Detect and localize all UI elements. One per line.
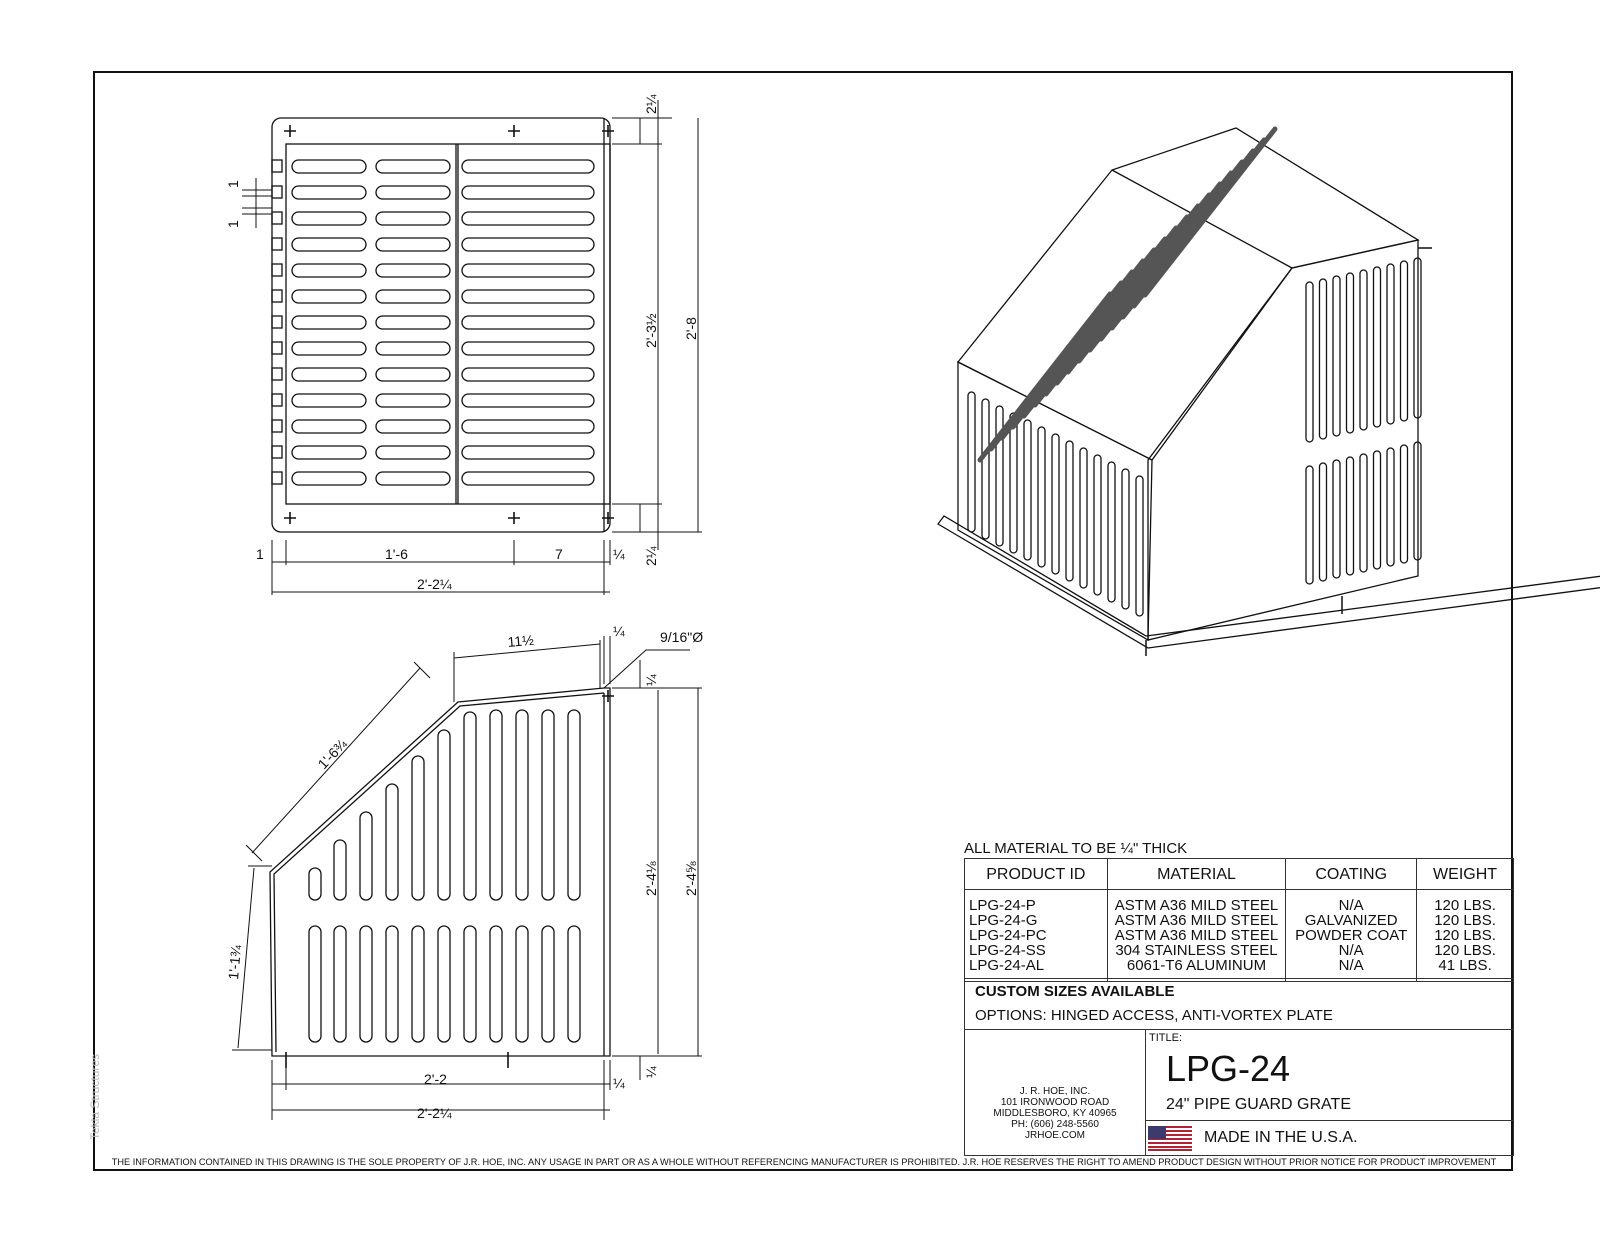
iso-front-slot xyxy=(1052,434,1059,574)
dim-1-6-3-4: 1'-6¾ xyxy=(314,735,350,773)
title-label: TITLE: xyxy=(1149,1032,1183,1044)
material-2: ASTM A36 MILD STEEL xyxy=(1114,912,1279,929)
iso-slot-pattern xyxy=(968,129,1421,616)
dim-2-2: 2'-2 xyxy=(424,1071,447,1087)
dim-2-3-1-2: 2'-3½ xyxy=(643,313,659,348)
side-slot-lower xyxy=(568,926,580,1042)
iso-right-slot xyxy=(1333,460,1340,578)
side-view xyxy=(270,688,614,1068)
iso-right-slot xyxy=(1333,276,1340,436)
side-slot-upper xyxy=(309,868,321,900)
coating-1: N/A xyxy=(1338,897,1364,914)
top-slot xyxy=(376,238,450,251)
iso-top-slot xyxy=(1145,129,1275,295)
dim-1-4-top: ¼ xyxy=(613,623,625,639)
side-slot-lower xyxy=(412,926,424,1042)
material-3: ASTM A36 MILD STEEL xyxy=(1114,927,1279,944)
top-slot xyxy=(462,238,594,251)
top-slot xyxy=(376,316,450,329)
weight-3: 120 LBS. xyxy=(1434,927,1496,944)
top-slot xyxy=(376,446,450,459)
top-slot xyxy=(292,316,366,329)
top-slot xyxy=(292,264,366,277)
side-slot-upper xyxy=(438,730,450,900)
footer-disclaimer: THE INFORMATION CONTAINED IN THIS DRAWING IS THE SOLE PROPERTY OF J.R. HOE, INC. ANY USAGE IN PART OR AS A WHOLE WITHOUT REFERENCING MANUFACTURER IS PROHIBITED. J.R. HOE RESERVES THE RIGHT TO AMEND PRODUCT DESIGN WITHOUT PRIOR NOTICE FOR PRODUCT IMPROVEMENT xyxy=(111,1157,1497,1167)
top-slot xyxy=(462,212,594,225)
dim-2-8: 2'-8 xyxy=(683,317,699,340)
material-5: 6061-T6 ALUMINUM xyxy=(1126,957,1267,974)
custom-sizes: CUSTOM SIZES AVAILABLE xyxy=(975,983,1175,1000)
side-slot-lower xyxy=(542,926,554,1042)
options-box xyxy=(964,978,1514,1030)
top-slot-grid xyxy=(292,160,594,485)
iso-right-slot xyxy=(1347,457,1354,575)
dim-1-b: 1 xyxy=(225,220,241,228)
side-slot-upper xyxy=(412,756,424,900)
hinge-tabs xyxy=(272,160,282,484)
top-slot xyxy=(462,446,594,459)
top-slot xyxy=(376,342,450,355)
top-slot xyxy=(462,264,594,277)
dim-1-4-right: ¼ xyxy=(643,674,659,686)
spec-table xyxy=(964,858,1514,982)
coating-5: N/A xyxy=(1338,957,1364,974)
side-slot-upper xyxy=(568,710,580,900)
dim-2-1-4-bot: 2¼ xyxy=(643,546,659,566)
weight-2: 120 LBS. xyxy=(1434,912,1496,929)
top-slot xyxy=(462,316,594,329)
product-id-5: LPG-24-AL xyxy=(969,957,1045,974)
hinge-tab xyxy=(272,264,282,276)
dim-1-left: 1 xyxy=(256,546,264,562)
top-slot xyxy=(292,342,366,355)
isometric-view xyxy=(938,128,1600,656)
header-product-id: PRODUCT ID xyxy=(965,859,1108,890)
company-address2: MIDDLESBORO, KY 40965 xyxy=(993,1108,1117,1119)
iso-front-slot xyxy=(968,392,975,532)
top-slot xyxy=(462,420,594,433)
top-slot xyxy=(376,186,450,199)
side-slot-upper xyxy=(542,710,554,900)
side-slot-upper xyxy=(464,712,476,900)
side-slot-upper xyxy=(516,710,528,900)
side-slot-lower xyxy=(490,926,502,1042)
iso-front-slot xyxy=(1024,420,1031,560)
top-slot xyxy=(462,290,594,303)
side-slot-grid xyxy=(309,710,580,1042)
made-in-box xyxy=(1145,1120,1514,1156)
company-address1: 101 IRONWOOD ROAD xyxy=(1000,1097,1110,1108)
product-id-4: LPG-24-SS xyxy=(969,942,1046,959)
iso-right-slot xyxy=(1387,448,1394,566)
iso-front-slot xyxy=(1094,455,1101,595)
iso-front-slot xyxy=(1010,413,1017,553)
hinge-tab xyxy=(272,394,282,406)
header-weight: WEIGHT xyxy=(1417,859,1514,890)
dim-2-4-1-8: 2'-4⅛ xyxy=(643,861,659,896)
iso-right-slot xyxy=(1306,282,1313,442)
top-slot xyxy=(292,160,366,173)
iso-front-slot xyxy=(1136,476,1143,616)
iso-right-slot xyxy=(1320,463,1327,581)
top-slot xyxy=(376,368,450,381)
side-slot-lower xyxy=(464,926,476,1042)
dim-7: 7 xyxy=(555,546,563,562)
iso-right-slot xyxy=(1347,273,1354,433)
header-material: MATERIAL xyxy=(1107,859,1286,890)
drawing-subtitle: 24" PIPE GUARD GRATE xyxy=(1166,1096,1351,1113)
made-in-text: MADE IN THE U.S.A. xyxy=(1204,1129,1358,1146)
hinge-tab xyxy=(272,290,282,302)
hinge-tab xyxy=(272,186,282,198)
iso-front-slot xyxy=(982,399,989,539)
options-text: OPTIONS: HINGED ACCESS, ANTI-VORTEX PLATE xyxy=(975,1007,1333,1024)
product-id-3: LPG-24-PC xyxy=(969,927,1047,944)
title-box xyxy=(1145,1029,1514,1121)
top-slot xyxy=(462,160,594,173)
iso-front-slot xyxy=(1122,469,1129,609)
side-slot-lower xyxy=(386,926,398,1042)
iso-right-slot xyxy=(1387,264,1394,424)
hinge-tab xyxy=(272,238,282,250)
company-box xyxy=(964,1029,1146,1156)
iso-front-slot xyxy=(1066,441,1073,581)
hinge-tab xyxy=(272,446,282,458)
top-slot xyxy=(292,394,366,407)
iso-front-slot xyxy=(1038,427,1045,567)
product-id-2: LPG-24-G xyxy=(969,912,1038,929)
hinge-tab xyxy=(272,342,282,354)
iso-front-slot xyxy=(1108,462,1115,602)
product-id-1: LPG-24-P xyxy=(969,897,1036,914)
header-coating: COATING xyxy=(1286,859,1417,890)
top-slot xyxy=(462,472,594,485)
top-slot xyxy=(376,290,450,303)
top-slot xyxy=(462,394,594,407)
weight-5: 41 LBS. xyxy=(1438,957,1492,974)
coating-4: N/A xyxy=(1338,942,1364,959)
weight-4: 120 LBS. xyxy=(1434,942,1496,959)
top-slot xyxy=(462,186,594,199)
side-slot-lower xyxy=(438,926,450,1042)
bolt-holes xyxy=(284,125,614,524)
dim-1-4-b2: ¼ xyxy=(613,1075,625,1091)
top-slot xyxy=(376,394,450,407)
top-slot xyxy=(292,446,366,459)
material-note: ALL MATERIAL TO BE ¼" THICK xyxy=(964,840,1188,857)
top-slot xyxy=(376,264,450,277)
top-view xyxy=(272,118,614,532)
dim-1-a: 1 xyxy=(225,180,241,188)
iso-right-slot xyxy=(1320,279,1327,439)
spec-row-body xyxy=(965,890,1514,982)
top-slot xyxy=(376,160,450,173)
hinge-tab xyxy=(272,420,282,432)
weight-1: 120 LBS. xyxy=(1434,897,1496,914)
top-slot xyxy=(376,420,450,433)
side-slot-lower xyxy=(516,926,528,1042)
hinge-tab xyxy=(272,472,282,484)
top-slot xyxy=(376,472,450,485)
top-slot xyxy=(292,212,366,225)
top-slot xyxy=(462,342,594,355)
material-4: 304 STAINLESS STEEL xyxy=(1115,942,1278,959)
top-slot xyxy=(292,368,366,381)
side-slot-upper xyxy=(490,710,502,900)
top-slot xyxy=(462,368,594,381)
hinge-tab xyxy=(272,368,282,380)
dim-1-4: ¼ xyxy=(613,546,625,562)
dim-1-1-3-4: 1'-1¾ xyxy=(225,944,245,981)
iso-right-slot xyxy=(1360,270,1367,430)
iso-right-slot xyxy=(1374,451,1381,569)
side-slot-lower xyxy=(309,926,321,1042)
side-view-dimensions xyxy=(232,636,702,1120)
dim-2-1-4-top: 2¼ xyxy=(643,94,659,114)
dim-11-1-2: 11½ xyxy=(506,631,535,650)
company-web: JRHOE.COM xyxy=(1025,1130,1085,1141)
coating-3: POWDER COAT xyxy=(1295,927,1408,944)
dim-2-4-5-8: 2'-4⅝ xyxy=(683,861,699,896)
iso-right-slot xyxy=(1401,445,1408,563)
top-slot xyxy=(292,238,366,251)
side-slot-upper xyxy=(334,840,346,900)
top-slot xyxy=(376,212,450,225)
side-slot-upper xyxy=(386,784,398,900)
top-slot xyxy=(292,472,366,485)
coating-2: GALVANIZED xyxy=(1304,912,1398,929)
company-name: J. R. HOE, INC. xyxy=(1019,1086,1091,1097)
dim-1-4-bot: ¼ xyxy=(643,1066,659,1078)
dim-1-6: 1'-6 xyxy=(385,546,408,562)
drawing-title: LPG-24 xyxy=(1166,1048,1291,1089)
iso-right-slot xyxy=(1306,466,1313,584)
top-view-dimensions xyxy=(242,100,702,595)
top-slot xyxy=(292,290,366,303)
company-phone: PH: (606) 248-5560 xyxy=(1011,1119,1099,1130)
material-1: ASTM A36 MILD STEEL xyxy=(1114,897,1279,914)
iso-right-slot xyxy=(1401,261,1408,421)
hinge-tab xyxy=(272,212,282,224)
dim-2-2-1-4: 2'-2¼ xyxy=(417,576,452,592)
iso-right-slot xyxy=(1360,454,1367,572)
hinge-tab xyxy=(272,160,282,172)
watermark: Tekla Structures xyxy=(88,1053,102,1140)
side-slot-lower xyxy=(360,926,372,1042)
hinge-tab xyxy=(272,316,282,328)
iso-right-slot xyxy=(1374,267,1381,427)
iso-front-slot xyxy=(1080,448,1087,588)
iso-front-slot xyxy=(996,406,1003,546)
side-slot-upper xyxy=(360,812,372,900)
usa-flag-icon xyxy=(1148,1126,1192,1151)
top-slot xyxy=(292,186,366,199)
dim-2-2-1-4-side: 2'-2¼ xyxy=(417,1105,452,1121)
side-slot-lower xyxy=(334,926,346,1042)
top-slot xyxy=(292,420,366,433)
dim-hole: 9/16"Ø xyxy=(660,629,704,645)
